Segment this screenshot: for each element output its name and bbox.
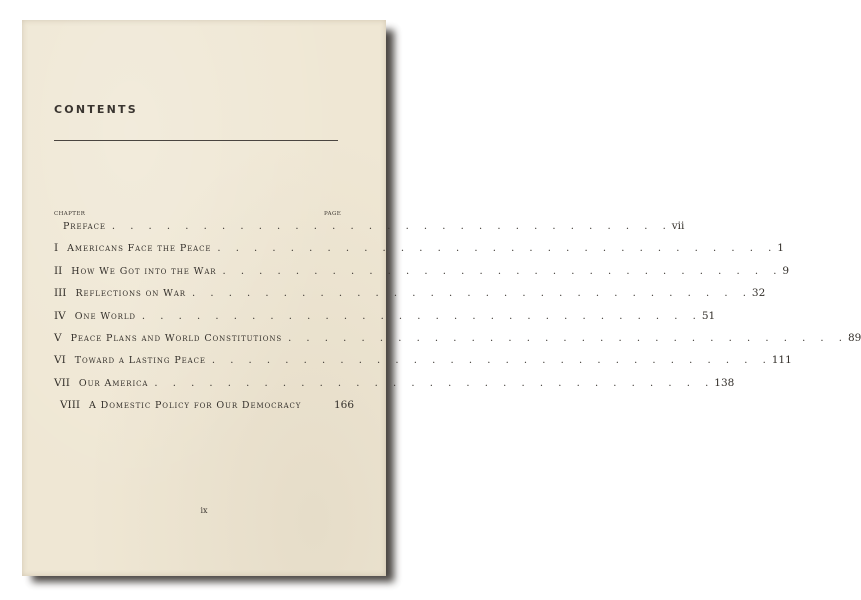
page-number: 166: [333, 399, 354, 412]
dot-leader: . . . . . . . . . . . . . . . . . . . . . . . . . . . . . . .: [191, 288, 752, 300]
dot-leader: . . . . . . . . . . . . . . . . . . . . . . . . . . . . . . .: [111, 221, 672, 232]
toc-entry-chapter-7: [54, 376, 735, 399]
dot-leader: . . . . . . . . . . . . . . . . . . . . . . . . . . . . . . .: [141, 310, 702, 322]
chapter-number: V: [54, 331, 62, 344]
table-of-contents: [54, 220, 861, 422]
chapter-title: A Domestic Policy for Our Democracy: [89, 400, 302, 412]
page-number: 9: [782, 264, 790, 277]
book-page: [22, 20, 861, 576]
chapter-title: Americans Face the Peace: [67, 243, 212, 255]
page-number: vii: [671, 220, 685, 232]
chapter-number: VI: [54, 354, 66, 367]
page-number: 111: [771, 354, 792, 367]
toc-entry-chapter-6: [54, 354, 792, 376]
contents-heading: CONTENTS: [54, 103, 138, 116]
toc-entry-chapter-4: [54, 309, 716, 332]
chapter-number: I: [54, 242, 59, 255]
chapter-title: Reflections on War: [75, 288, 186, 300]
toc-entry-chapter-8: [54, 399, 354, 421]
dot-leader: . . . . . . . . . . . . . . . . . . . . . . . . . . . . . . .: [154, 377, 715, 389]
chapter-title: Peace Plans and World Constitutions: [70, 332, 283, 344]
chapter-number: VII: [54, 376, 70, 389]
dot-leader: . . . . . . . . . . . . . . . . . . . . . . . . . . . . . . .: [217, 243, 778, 255]
chapter-title: How We Got into the War: [71, 265, 217, 277]
chapter-number: III: [54, 287, 67, 300]
chapter-title: Preface: [63, 221, 106, 232]
page-number: 89: [847, 331, 861, 344]
toc-entry-chapter-2: [54, 264, 790, 287]
page-number: 32: [751, 287, 766, 300]
chapter-number: IV: [54, 309, 66, 322]
page-number: 138: [714, 376, 735, 389]
chapter-number: II: [54, 264, 63, 277]
toc-entry-chapter-5: [54, 331, 861, 354]
chapter-column-label: CHAPTER: [54, 211, 86, 217]
chapter-title: Toward a Lasting Peace: [74, 355, 206, 367]
dot-leader: . . . . . . . . . . . . . . . . . . . . . . . . . . . . . . .: [288, 332, 848, 344]
chapter-title: One World: [74, 310, 136, 322]
page-column-label: PAGE: [324, 211, 342, 217]
dot-leader: . . . . . . . . . . . . . . . . . . . . . . . . . . . . . . .: [222, 265, 783, 277]
chapter-number: VIII: [59, 399, 80, 412]
chapter-title: Our America: [78, 377, 149, 389]
toc-entry-chapter-3: [54, 287, 766, 309]
page-number: 51: [701, 309, 716, 322]
heading-rule: [54, 140, 338, 141]
toc-entry-preface: [54, 220, 685, 242]
folio-page-number: ix: [200, 506, 208, 515]
toc-entry-chapter-1: [54, 242, 784, 264]
page-number: 1: [777, 242, 784, 255]
dot-leader: . . . . . . . . . . . . . . . . . . . . . . . . . . . . . . .: [211, 355, 772, 367]
